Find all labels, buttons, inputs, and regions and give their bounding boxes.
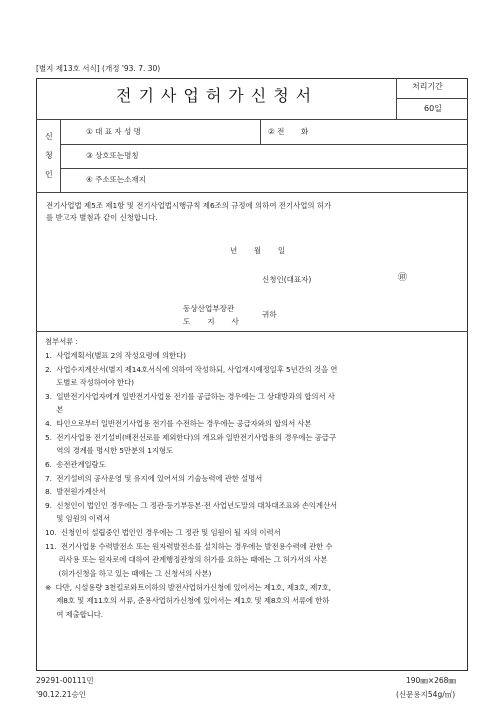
signer-label: 신청인(대표자) — [262, 275, 312, 284]
divider — [60, 168, 468, 169]
approval-date: '90.12.21승인 — [36, 690, 86, 699]
paper-size: 190㎜×268㎜ — [406, 676, 456, 685]
paper-type: (신문용지54g/㎡) — [396, 690, 456, 699]
attachment-item: 8. 발전원가계산서 — [45, 487, 106, 496]
rep-name-label: ① 대 표 자 성 명 — [86, 127, 141, 136]
form-title: 전기사업허가신청서 — [116, 86, 319, 105]
attachment-item: 역의 경계를 명시한 5만분의 1지형도 — [45, 446, 174, 455]
attachment-item: 10. 신청인이 설립중인 법인인 경우에는 그 정관 및 임원이 될 자의 이력서 — [45, 528, 281, 537]
divider — [36, 192, 468, 193]
divider — [260, 119, 261, 144]
attachment-item: 1. 사업계획서(별표 2의 작성요령에 의한다) — [45, 351, 186, 360]
attachment-item: 본 — [45, 405, 64, 414]
application-statement: 전기사업법 제5조 제1항 및 전기사업법시행규칙 제6조의 규정에 의하여 전기사업의 허가 — [46, 201, 332, 210]
phone-label: ② 전 화 — [268, 127, 309, 136]
attachment-note: 제8호 및 제11호의 서류, 준용사업허가신청에 있어서는 제1호 및 제8호의 서류에 한하 — [45, 596, 330, 605]
application-date: 년 월 일 — [230, 246, 286, 255]
processing-period-value: 60일 — [424, 104, 442, 113]
attachment-item: 및 임원의 이력서 — [45, 514, 111, 523]
form-header-note: [별지 제13호 서식] (개정 '93. 7. 30) — [36, 64, 161, 73]
attachment-item: 5. 전기사업용 전기설비(배전선로를 제외한다)의 개요와 일반전기사업용의 경우에는 공급구 — [45, 433, 336, 442]
applicant-section-label: 청 — [45, 151, 53, 160]
company-name-label: ③ 상호또는명칭 — [86, 151, 139, 160]
seal-mark: ㊞ — [398, 273, 408, 283]
application-statement: 를 받고자 별첨과 같이 신청합니다. — [46, 213, 158, 222]
address-label: ④ 주소또는소재지 — [86, 175, 146, 184]
divider — [36, 331, 468, 332]
attachment-note: ※ 다만, 시설용량 3천킬로와트이하의 발전사업허가신청에 있어서는 제1호, 제3호, 제7호, — [45, 583, 332, 592]
applicant-section-label: 인 — [45, 170, 53, 179]
form-code: 29291-00111민 — [36, 676, 94, 685]
attachment-item: 9. 신청인이 법인인 경우에는 그 정관·등기부등본·전 사업년도말의 대차대조표와 손익계산서 — [45, 501, 338, 510]
attachment-item: 4. 타인으로부터 일반전기사업용 전기를 수전하는 경우에는 공급자와의 합의서 사본 — [45, 419, 312, 428]
attachment-item: 11. 전기사업용 수력발전소 또는 원자력발전소를 설치하는 경우에는 발전용수력에 관한 수 — [45, 542, 333, 551]
applicant-section-label: 신 — [45, 132, 53, 141]
divider — [60, 144, 468, 145]
recipient-title: 도 지 사 — [183, 317, 239, 326]
attachments-heading: 첨부서류 : — [45, 337, 78, 346]
divider — [396, 98, 468, 99]
divider — [36, 119, 468, 120]
attachment-item: 리사용 또는 원자로에 대하여 관계행정관청의 허가를 요하는 때에는 그 허가서의 사본 — [45, 555, 328, 564]
processing-period-label: 처리기간 — [412, 82, 443, 91]
recipient-title: 동상산업부장관 — [183, 304, 235, 313]
attachment-item: 2. 사업수지계산서(별지 제14호서식에 의하여 작성하되, 사업개시예정일후 5년간의 것을 연 — [45, 365, 338, 374]
attachment-item: 7. 전기설비의 공사운영 및 유지에 있어서의 기술능력에 관한 설명서 — [45, 474, 263, 483]
attachment-item: 3. 일반전기사업자에게 일반전기사업용 전기를 공급하는 경우에는 그 상대방과의 합의서 사 — [45, 392, 335, 401]
divider — [60, 119, 61, 192]
attachment-item: 도별로 작성하여야 한다) — [45, 378, 134, 387]
attachment-item: 6. 송전관계일람도 — [45, 460, 106, 469]
attachment-item: (허가신청을 하고 있는 때에는 그 신청서의 사본) — [45, 569, 212, 578]
attachment-note: 여 제출합니다. — [45, 610, 103, 619]
divider — [396, 78, 397, 119]
recipient-suffix: 귀하 — [262, 310, 277, 319]
